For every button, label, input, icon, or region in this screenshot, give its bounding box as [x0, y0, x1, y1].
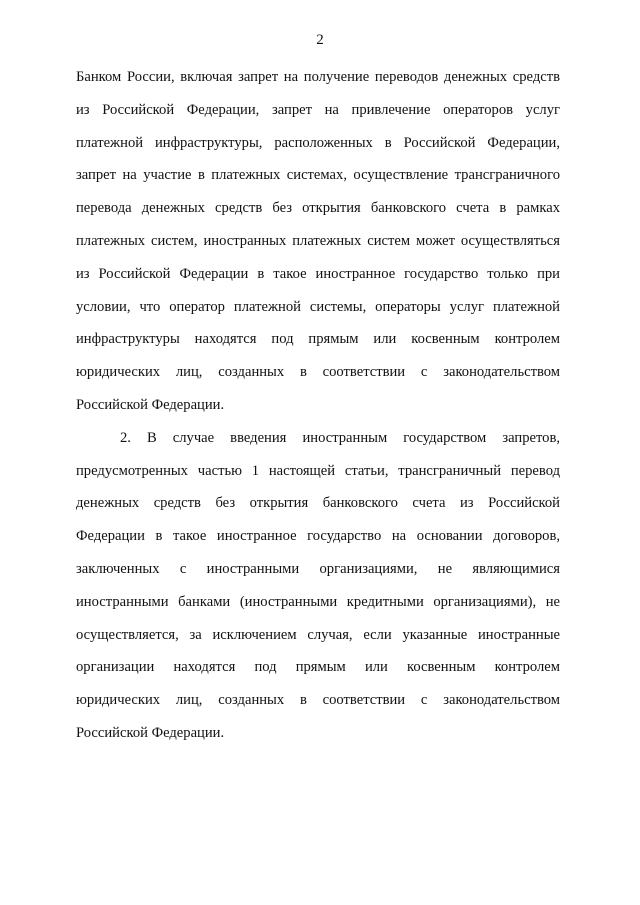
text-line: юридических лиц, созданных в соответствии с законодательством: [76, 692, 560, 709]
text-line: осуществляется, за исключением случая, если указанные иностранные: [76, 626, 560, 643]
text-line: Российской Федерации.: [76, 724, 225, 741]
text-line: юридических лиц, созданных в соответствии с законодательством: [76, 364, 560, 381]
text-line: из Российской Федерации, запрет на привлечение операторов услуг: [76, 101, 560, 118]
text-line: предусмотренных частью 1 настоящей статьи, трансграничный перевод: [76, 462, 560, 479]
text-line: заключенных с иностранными организациями, не являющимися: [76, 560, 560, 577]
text-line: платежных систем, иностранных платежных систем может осуществляться: [76, 232, 560, 249]
paragraph-2: [76, 426, 560, 754]
text-line: Банком России, включая запрет на получение переводов денежных средств: [76, 69, 560, 85]
document-body: [76, 65, 560, 754]
text-line: иностранными банками (иностранными кредитными организациями), не: [76, 593, 560, 610]
text-line: запрет на участие в платежных системах, осуществление трансграничного: [76, 167, 560, 184]
text-line: Российской Федерации.: [76, 396, 225, 413]
text-line: Федерации в такое иностранное государство на основании договоров,: [76, 528, 560, 545]
text-line: перевода денежных средств без открытия банковского счета в рамках: [76, 200, 560, 217]
text-line: инфраструктуры находятся под прямым или косвенным контролем: [76, 331, 560, 348]
text-line: 2. В случае введения иностранным государством запретов,: [120, 429, 560, 446]
page-number: 2: [316, 32, 324, 48]
text-line: организации находятся под прямым или косвенным контролем: [76, 659, 560, 676]
text-line: из Российской Федерации в такое иностранное государство только при: [76, 265, 560, 282]
text-line: условии, что оператор платежной системы, операторы услуг платежной: [76, 298, 560, 315]
paragraph-1: [76, 65, 560, 426]
text-line: платежной инфраструктуры, расположенных в Российской Федерации,: [76, 134, 560, 151]
text-line: денежных средств без открытия банковского счета из Российской: [76, 495, 560, 512]
